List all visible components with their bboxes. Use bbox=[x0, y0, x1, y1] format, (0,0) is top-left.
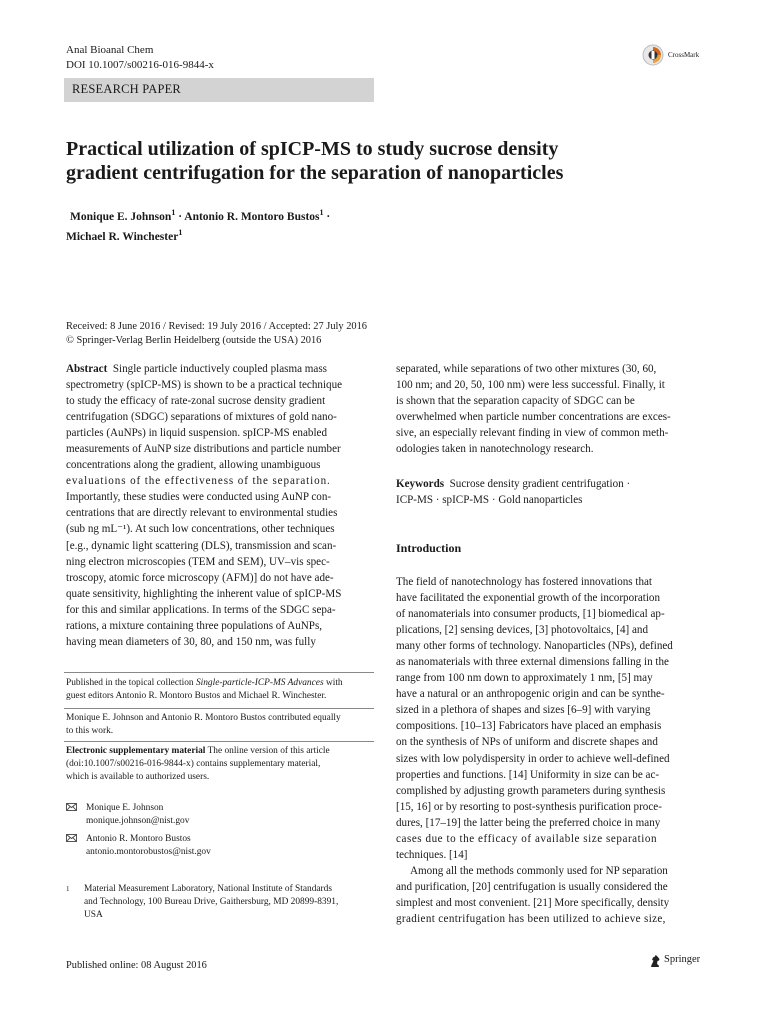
abstract-line: odologies taken in nanotechnology research. bbox=[396, 443, 594, 456]
affil-mark: 1 bbox=[319, 208, 324, 217]
abstract-line: separated, while separations of two other mixtures (30, 60, bbox=[396, 363, 657, 375]
abstract-line: evaluations of the effectiveness of the separation. bbox=[66, 475, 331, 488]
introduction-body bbox=[396, 574, 704, 927]
keywords bbox=[396, 476, 704, 508]
author-separator: · bbox=[326, 210, 331, 223]
intro-line: gradient centrifugation has been utilized to achieve size, bbox=[396, 912, 666, 925]
intro-line: compositions. [10–13] Fabricators have placed an emphasis bbox=[396, 720, 662, 733]
intro-line: The field of nanotechnology has fostered innovations that bbox=[396, 576, 653, 588]
intro-line: and purification, [20] centrifugation is usually considered the bbox=[396, 880, 668, 893]
intro-line: many other forms of technology. Nanoparticles (NPs), defined bbox=[396, 640, 673, 653]
knight-icon bbox=[648, 954, 662, 968]
crossmark-label: CrossMark bbox=[668, 51, 700, 59]
abstract-line: [e.g., dynamic light scattering (DLS), transmission and scan- bbox=[66, 539, 337, 552]
abstract-line: centrifugation (SDGC) separations of mixtures of gold nano- bbox=[66, 411, 337, 424]
abstract-line: Importantly, these studies were conducted using AuNP con- bbox=[66, 491, 332, 504]
esm-heading: Electronic supplementary material bbox=[66, 746, 206, 756]
history-dates: Received: 8 June 2016 / Revised: 19 July 2016 / Accepted: 27 July 2016 bbox=[66, 321, 367, 332]
keywords-heading: Keywords bbox=[396, 478, 445, 490]
abstract-line: ning electron microscopies (TEM and SEM), UV–vis spec- bbox=[66, 555, 330, 568]
introduction-heading: Introduction bbox=[396, 541, 462, 555]
abstract-continued bbox=[396, 361, 704, 457]
abstract bbox=[66, 361, 374, 650]
intro-line: simplest and most convenient. [21] More specifically, density bbox=[396, 896, 670, 909]
abstract-line: 100 nm; and 20, 50, 100 nm) were less successful. Finally, it bbox=[396, 379, 665, 392]
title-line-1: Practical utilization of spICP-MS to study sucrose density bbox=[66, 138, 559, 160]
footnote-divider bbox=[64, 672, 374, 673]
intro-line: of nanomaterials into consumer products, [1] biomedical ap- bbox=[396, 608, 665, 621]
intro-line: sizes with low polydispersity in order to achieve well-defined bbox=[396, 752, 670, 765]
intro-line: dures, [17–19] the latter being the preferred choice in many bbox=[396, 816, 661, 829]
abstract-line: centrations that are directly relevant to environmental studies bbox=[66, 507, 338, 520]
intro-line: as nanomaterials with three external dimensions falling in the bbox=[396, 656, 669, 669]
doi: DOI 10.1007/s00216-016-9844-x bbox=[66, 59, 214, 71]
keywords-line-1: Sucrose density gradient centrifugation · bbox=[449, 478, 631, 490]
intro-line: have a natural or an anthropogenic origin and can be synthe- bbox=[396, 688, 665, 701]
abstract-line: troscopy, atomic force microscopy (AFM)] do not have ade- bbox=[66, 571, 334, 584]
abstract-line: having mean diameters of 30, 80, and 150 nm, was fully bbox=[66, 635, 316, 648]
abstract-line: Abstract Single particle inductively coupled plasma mass bbox=[66, 363, 327, 375]
abstract-line: for this and similar applications. In terms of the SDGC sepa- bbox=[66, 603, 336, 616]
affil-mark: 1 bbox=[171, 208, 176, 217]
author-separator: · bbox=[178, 210, 183, 223]
abstract-line: quate sensitivity, highlighting the inherent value of spICP-MS bbox=[66, 587, 342, 600]
crossmark-badge[interactable] bbox=[642, 44, 712, 68]
abstract-line: sive, an especially relevant finding in view of common meth- bbox=[396, 427, 669, 440]
affil-mark: 1 bbox=[178, 227, 183, 237]
paper-title bbox=[66, 137, 666, 185]
author-3[interactable]: Michael R. Winchester bbox=[66, 230, 179, 243]
affiliation-mark: 1 bbox=[66, 885, 70, 893]
journal-name: Anal Bioanal Chem bbox=[66, 44, 154, 56]
author-1[interactable]: Monique E. Johnson bbox=[70, 210, 172, 223]
author-list bbox=[66, 205, 396, 245]
intro-line: cases due to the efficacy of available size separation bbox=[396, 832, 658, 845]
springer-logo bbox=[648, 952, 708, 970]
contact-name: Antonio R. Montoro Bustos bbox=[86, 834, 191, 844]
footnote-divider bbox=[64, 741, 374, 742]
section-band bbox=[64, 78, 374, 102]
keywords-line-2: ICP-MS · spICP-MS · Gold nanoparticles bbox=[396, 494, 583, 506]
abstract-line: concentrations along the gradient, allowing unambiguous bbox=[66, 459, 321, 472]
intro-line: [15, 16] or by resorting to post-synthesis purification proce- bbox=[396, 800, 662, 813]
envelope-icon bbox=[66, 834, 77, 842]
abstract-line: rations, a mixture containing three populations of AuNPs, bbox=[66, 619, 323, 632]
abstract-line: overwhelmed when particle number concentrations are exces- bbox=[396, 411, 671, 424]
intro-line: sized in a plethora of shapes and sizes [6–9] with varying bbox=[396, 704, 651, 717]
contact-email[interactable]: monique.johnson@nist.gov bbox=[86, 816, 190, 826]
collection-name[interactable]: Single-particle-ICP-MS Advances bbox=[195, 678, 324, 688]
esm-note: Electronic supplementary material The online version of this article (doi:10.1007/s00216-016-9844-x) contains supplementary material, which is available to authorized users. bbox=[66, 745, 376, 784]
intro-line: Among all the methods commonly used for NP separation bbox=[410, 864, 668, 877]
abstract-line: (sub ng mL⁻¹). At such low concentrations, other techniques bbox=[66, 523, 335, 536]
publisher-name: Springer bbox=[664, 954, 701, 965]
envelope-icon bbox=[66, 803, 77, 811]
journal-header bbox=[66, 43, 214, 73]
published-online: Published online: 08 August 2016 bbox=[66, 960, 207, 971]
contact-email[interactable]: antonio.montorobustos@nist.gov bbox=[86, 847, 211, 857]
crossmark-icon bbox=[642, 44, 664, 66]
collection-note: Published in the topical collection Single-particle-ICP-MS Advances with guest editors Antonio R. Montoro Bustos and Michael R. Winchester. bbox=[66, 678, 343, 701]
title-line-2: gradient centrifugation for the separation of nanoparticles bbox=[66, 162, 564, 184]
abstract-line: particles (AuNPs) in liquid suspension. spICP-MS enabled bbox=[66, 427, 327, 440]
abstract-line: spectrometry (spICP-MS) is shown to be a practical technique bbox=[66, 379, 343, 392]
intro-line: range from 100 nm down to approximately 1 nm, [5] may bbox=[396, 672, 653, 685]
intro-line: have facilitated the exponential growth of the incorporation bbox=[396, 592, 660, 605]
intro-line: techniques. [14] bbox=[396, 848, 468, 861]
contact-name: Monique E. Johnson bbox=[86, 803, 164, 813]
author-2[interactable]: Antonio R. Montoro Bustos bbox=[184, 210, 320, 223]
footnote-divider bbox=[64, 708, 374, 709]
copyright: © Springer-Verlag Berlin Heidelberg (outside the USA) 2016 bbox=[66, 335, 322, 346]
abstract-line: to study the efficacy of rate-zonal sucrose density gradient bbox=[66, 395, 326, 408]
equal-contribution-note: Monique E. Johnson and Antonio R. Montoro Bustos contributed equally to this work. bbox=[66, 713, 341, 736]
section-label: RESEARCH PAPER bbox=[72, 82, 181, 96]
intro-line: properties and functions. [14] Uniformity in size can be ac- bbox=[396, 768, 660, 781]
publication-dates bbox=[66, 320, 396, 348]
intro-line: on the synthesis of NPs of uniform and discrete shapes and bbox=[396, 736, 658, 749]
abstract-heading: Abstract bbox=[66, 363, 108, 375]
esm-doi-line[interactable]: (doi:10.1007/s00216-016-9844-x) contains supplementary material, bbox=[66, 759, 321, 769]
abstract-line: measurements of AuNP size distributions and particle number bbox=[66, 443, 341, 456]
intro-line: plications, [2] sensing devices, [3] photovoltaics, [4] and bbox=[396, 624, 649, 637]
abstract-line: is shown that the separation capacity of SDGC can be bbox=[396, 395, 635, 408]
intro-line: complished by adjusting growth parameters during synthesis bbox=[396, 784, 666, 797]
